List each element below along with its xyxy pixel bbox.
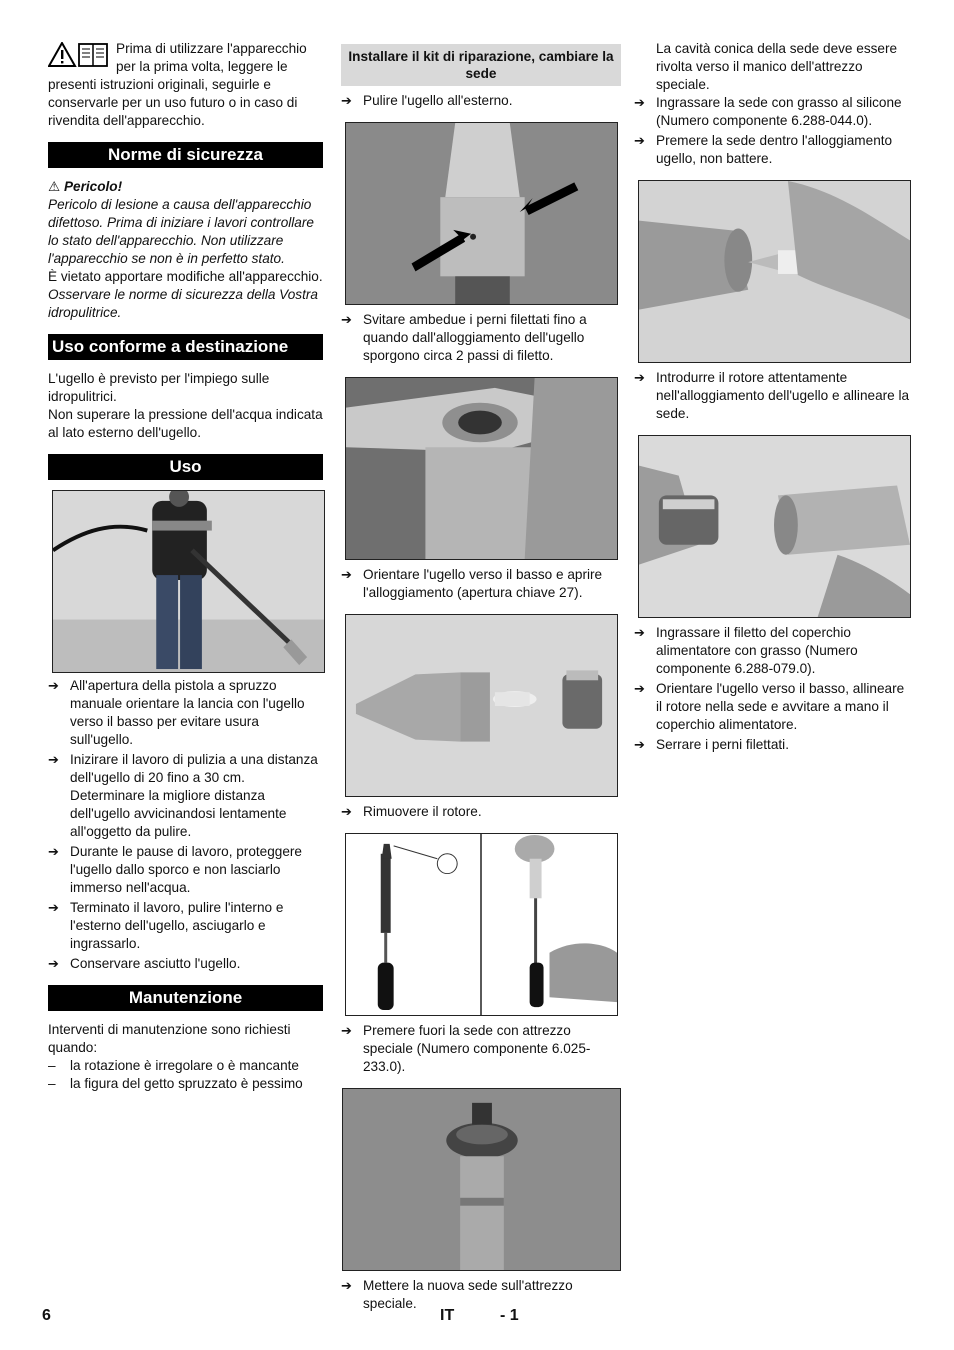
repair-step-4: ➔ Rimuovere il rotore.	[341, 804, 482, 819]
section-title-repair: Installare il kit di riparazione, cambiare la sede	[341, 44, 621, 86]
intended-use-text-1: L'ugello è previsto per l'impiego sulle idropulitrici.	[48, 371, 270, 404]
warning-triangle-icon	[48, 42, 110, 68]
column-right	[634, 40, 912, 756]
arrow-icon: ➔	[341, 567, 352, 582]
arrow-icon: ➔	[341, 1023, 352, 1038]
arrow-icon: ➔	[634, 737, 645, 752]
arrow-icon: ➔	[341, 804, 352, 819]
photo-press-seat	[638, 180, 911, 363]
column-middle	[341, 40, 621, 1315]
photo-rotor-insert	[638, 435, 911, 618]
modify-text: È vietato apportare modifiche all'apparecchio.	[48, 269, 323, 284]
use-step-5: ➔ Conservare asciutto l'ugello.	[48, 956, 241, 971]
repair-step-2: ➔ Svitare ambedue i perni filettati fino a quando dall'alloggiamento dell'ugello sporgono circa 2 passi di filetto.	[341, 312, 587, 363]
use-step-2: ➔ Inizirare il lavoro di pulizia a una distanza dell'ugello di 20 fino a 30 cm. Determinare la migliore distanza dell'ugello avvicinandosi lentamente all'oggetto da pulire.	[48, 752, 318, 839]
maintenance-item-1: – la rotazione è irregolare o è mancante	[48, 1058, 299, 1073]
repair-cont-step-2: ➔ Premere la sede dentro l'alloggiamento ugello, non battere.	[634, 133, 893, 166]
section-title-intended-use: Uso conforme a destinazione	[48, 334, 323, 360]
danger-label: Pericolo!	[63, 179, 123, 194]
arrow-icon: ➔	[48, 900, 59, 915]
seat-orientation-note: La cavità conica della sede deve essere rivolta verso il manico dell'attrezzo speciale.	[656, 41, 898, 92]
photo-nozzle-clean	[345, 122, 618, 305]
photo-person-spraying	[52, 490, 325, 673]
footer-language: IT	[440, 1307, 455, 1324]
arrow-icon: ➔	[634, 625, 645, 640]
maintenance-item-2: – la figura del getto spruzzato è pessimo	[48, 1076, 303, 1091]
repair-cont-step-4: ➔ Ingrassare il filetto del coperchio alimentatore con grasso (Numero componente 6.288-079.0).	[634, 625, 858, 676]
footer-sub-page: - 1	[500, 1307, 519, 1324]
arrow-icon: ➔	[48, 752, 59, 767]
use-step-4: ➔ Terminato il lavoro, pulire l'interno e l'esterno dell'ugello, asciugarlo e ingrassarlo.	[48, 900, 284, 951]
arrow-icon: ➔	[341, 312, 352, 327]
repair-step-1: ➔ Pulire l'ugello all'esterno.	[341, 93, 513, 108]
use-step-1: ➔ All'apertura della pistola a spruzzo manuale orientare la lancia con l'ugello verso il basso per evitare usura sull'ugello.	[48, 678, 305, 747]
photo-wrench-open	[345, 377, 618, 560]
warning-small-icon: ⚠	[48, 179, 61, 194]
page-number: 6	[42, 1307, 51, 1324]
intro-text: Prima di utilizzare l'apparecchio per la prima volta, leggere le presenti istruzioni originali, seguirle e conservarle per un uso futuro o in caso di rivendita dell'apparecchio.	[48, 41, 307, 128]
arrow-icon: ➔	[48, 956, 59, 971]
arrow-icon: ➔	[634, 133, 645, 148]
section-title-safety: Norme di sicurezza	[48, 142, 323, 168]
use-step-3: ➔ Durante le pause di lavoro, proteggere l'ugello dallo sporco e non lasciarlo immerso nell'acqua.	[48, 844, 302, 895]
use-steps	[48, 677, 323, 973]
maintenance-intro: Interventi di manutenzione sono richiesti quando:	[48, 1022, 291, 1055]
arrow-icon: ➔	[634, 681, 645, 696]
repair-cont-step-3: ➔ Introdurre il rotore attentamente nell'alloggiamento dell'ugello e allineare la sede.	[634, 370, 910, 421]
photo-new-seat-on-tool	[342, 1088, 621, 1271]
column-left	[48, 40, 323, 1093]
repair-cont-step-6: ➔ Serrare i perni filettati.	[634, 737, 789, 752]
arrow-icon: ➔	[341, 1278, 352, 1293]
repair-step-6: ➔ Mettere la nuova sede sull'attrezzo speciale.	[341, 1278, 573, 1311]
repair-cont-step-5: ➔ Orientare l'ugello verso il basso, allineare il rotore nella sede e avvitare a mano il coperchio alimentatore.	[634, 681, 905, 732]
repair-step-5: ➔ Premere fuori la sede con attrezzo speciale (Numero componente 6.025-233.0).	[341, 1023, 591, 1074]
repair-step-3: ➔ Orientare l'ugello verso il basso e aprire l'alloggiamento (apertura chiave 27).	[341, 567, 603, 600]
observe-text: Osservare le norme di sicurezza della Vostra idropulitrice.	[48, 287, 318, 320]
repair-cont-step-1: ➔ Ingrassare la sede con grasso al silicone (Numero componente 6.288-044.0).	[634, 95, 902, 128]
arrow-icon: ➔	[48, 844, 59, 859]
danger-text: Pericolo di lesione a causa dell'apparecchio difettoso. Prima di iniziare i lavori controllare lo stato dell'apparecchio. Non utilizzare l'apparecchio se non è in perfetto stato.	[48, 197, 314, 266]
arrow-icon: ➔	[634, 370, 645, 385]
arrow-icon: ➔	[634, 95, 645, 110]
intro-block	[48, 40, 323, 130]
danger-heading	[48, 178, 323, 196]
intended-use-text-2: Non superare la pressione dell'acqua indicata al lato esterno dell'ugello.	[48, 407, 323, 440]
warning-manual-icons	[48, 42, 110, 68]
section-title-maintenance: Manutenzione	[48, 985, 323, 1011]
arrow-icon: ➔	[341, 93, 352, 108]
photo-parts-disassembled	[345, 614, 618, 797]
arrow-icon: ➔	[48, 678, 59, 693]
photo-special-tool	[345, 833, 618, 1016]
section-title-use: Uso	[48, 454, 323, 480]
manual-book-icon	[79, 44, 107, 66]
